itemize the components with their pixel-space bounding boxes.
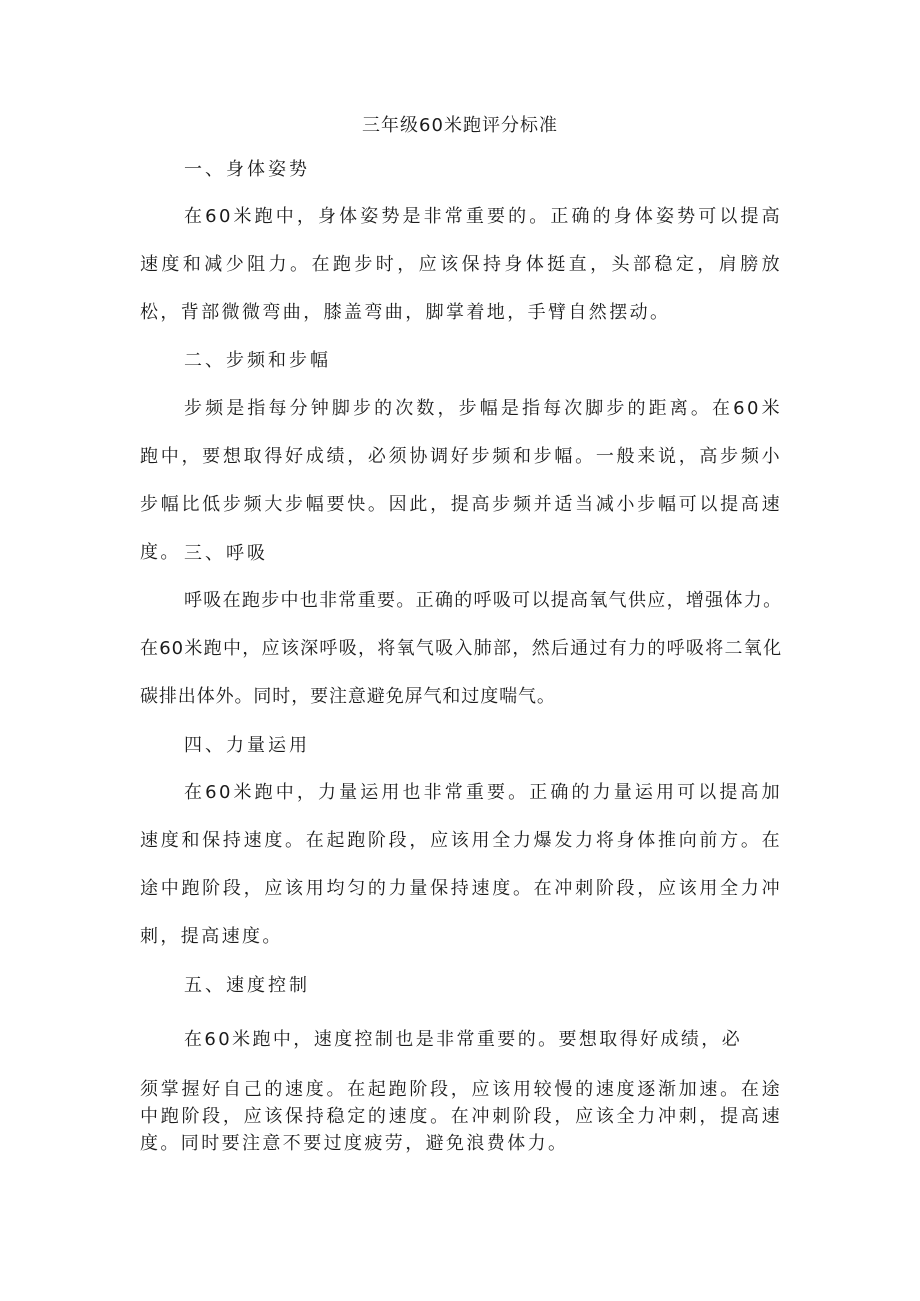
section-body-posture: 在60米跑中，身体姿势是非常重要的。正确的身体姿势可以提高速度和减少阻力。在跑步时，应该保持身体挺直，头部稳定，肩膀放松，背部微微弯曲，膝盖弯曲，脚掌着地，手臂自然摆动。 <box>140 206 782 323</box>
section-heading-stride: 二、步频和步幅 <box>184 350 331 371</box>
section-body-stride: 步频是指每分钟脚步的次数，步幅是指每次脚步的距离。在60米跑中，要想取得好成绩，必须协调好步频和步幅。一般来说，高步频小步幅比低步频大步幅要快。因此，提高步频并适当减小步幅可以提高速度。 <box>140 398 782 563</box>
section-heading-speed-control: 五、速度控制 <box>184 975 310 996</box>
section-body-power: 在60米跑中，力量运用也非常重要。正确的力量运用可以提高加速度和保持速度。在起跑阶段，应该用全力爆发力将身体推向前方。在途中跑阶段，应该用均匀的力量保持速度。在冲刺阶段，应该用全力冲刺，提高速度。 <box>140 782 782 947</box>
section-heading-posture: 一、身体姿势 <box>184 159 310 180</box>
section-body-speed-control-first-line: 在60米跑中，速度控制也是非常重要的。要想取得好成绩，必 <box>184 1029 743 1050</box>
section-body-speed-control-rest: 须掌握好自己的速度。在起跑阶段，应该用较慢的速度逐渐加速。在途中跑阶段，应该保持稳定的速度。在冲刺阶段，应该全力冲刺，提高速度。同时要注意不要过度疲劳，避免浪费体力。 <box>140 1079 782 1154</box>
document-title: 三年级60米跑评分标准 <box>362 115 558 136</box>
section-body-breathing: 呼吸在跑步中也非常重要。正确的呼吸可以提高氧气供应，增强体力。在60米跑中，应该深呼吸，将氧气吸入肺部，然后通过有力的呼吸将二氧化碳排出体外。同时，要注意避免屏气和过度喘气。 <box>140 590 782 707</box>
section-heading-breathing: 三、呼吸 <box>184 543 268 564</box>
section-heading-power: 四、力量运用 <box>184 735 310 756</box>
